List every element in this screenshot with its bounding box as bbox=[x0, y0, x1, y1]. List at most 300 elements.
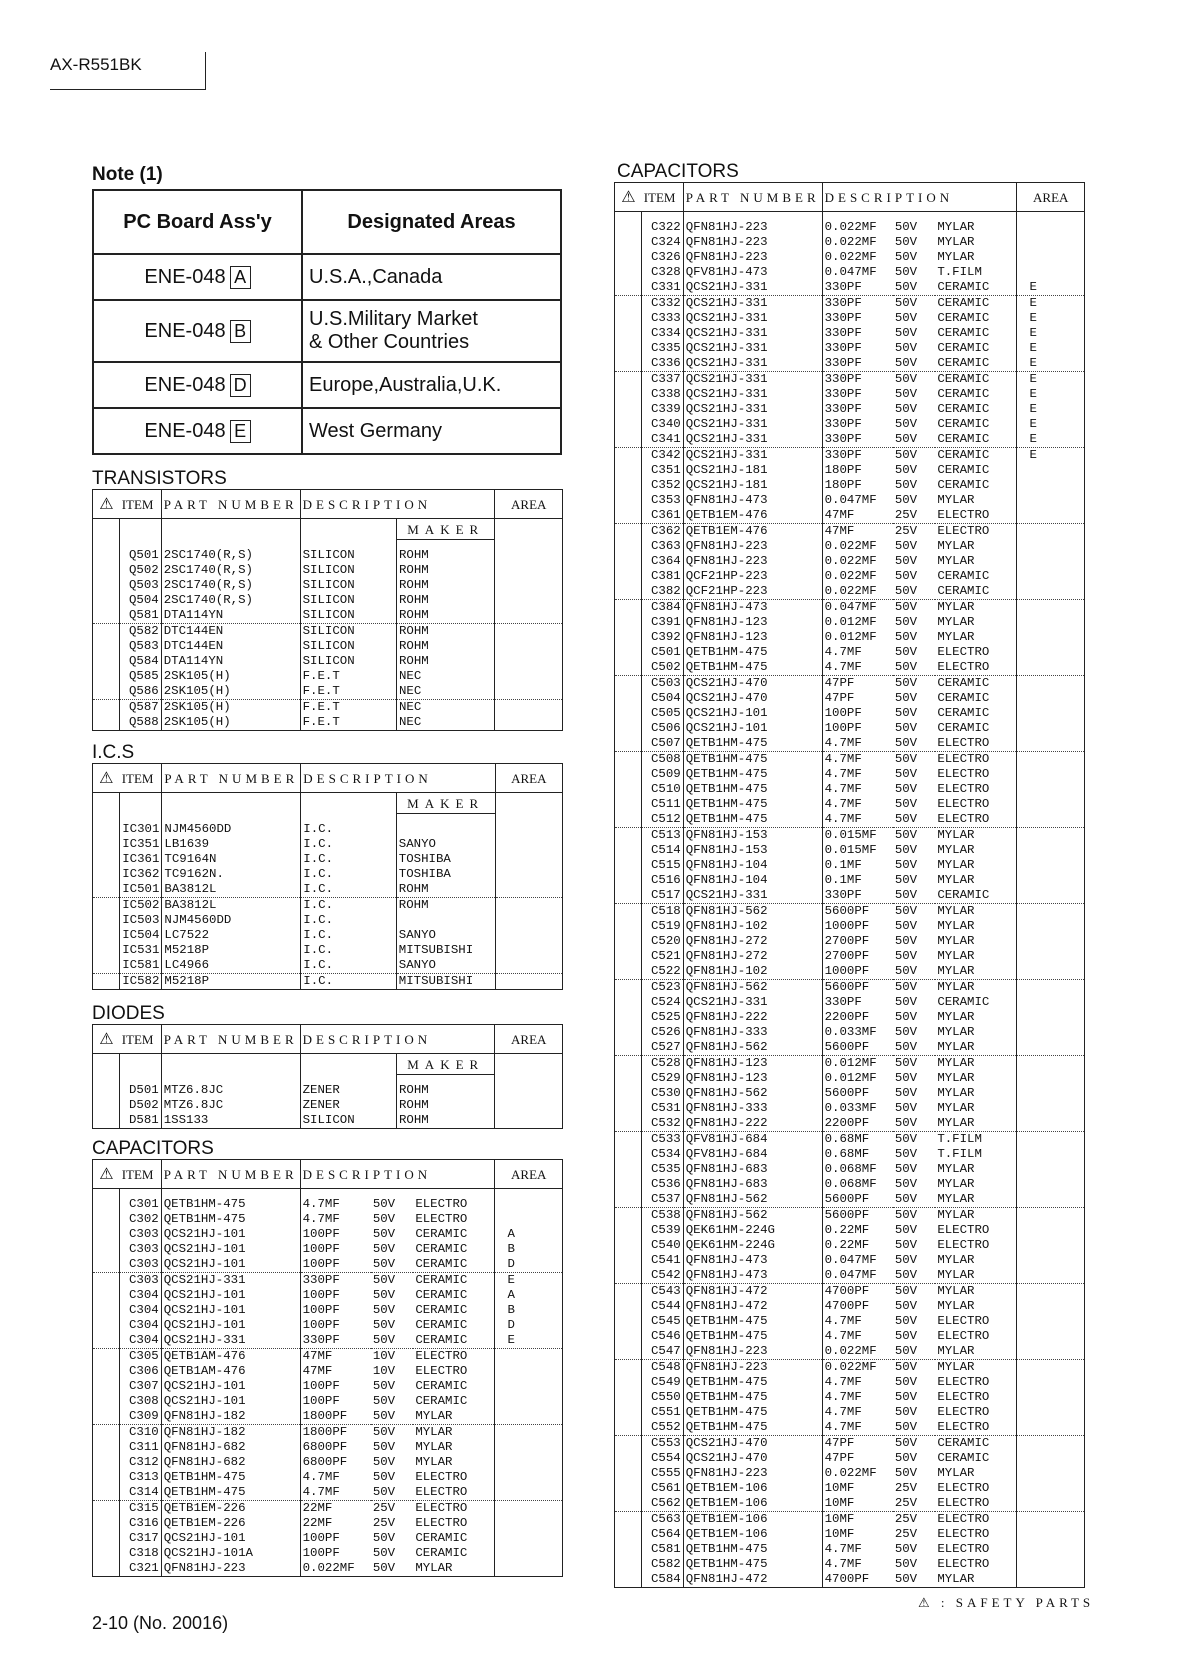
area-code bbox=[1017, 934, 1085, 949]
safety-cell bbox=[615, 235, 642, 250]
area-code bbox=[495, 1379, 563, 1394]
maker: NEC bbox=[397, 669, 495, 684]
area-cell bbox=[495, 793, 562, 814]
maker: MITSUBISHI bbox=[396, 974, 495, 990]
cap-type: ELECTRO bbox=[415, 1197, 468, 1211]
voltage: 50V bbox=[894, 797, 918, 811]
cap-type: CERAMIC bbox=[937, 706, 990, 720]
description: F.E.T bbox=[302, 669, 340, 683]
capacitance: 100PF bbox=[302, 1379, 340, 1393]
part-number: QFN81HJ-104 bbox=[683, 873, 822, 888]
capacitance: 0.047MF bbox=[824, 1253, 877, 1267]
cap-type: ELECTRO bbox=[415, 1516, 468, 1530]
capacitance: 0.022MF bbox=[824, 569, 877, 583]
part-number: QCS21HJ-101 bbox=[161, 1257, 300, 1273]
item-code: C334 bbox=[642, 326, 684, 341]
part-number: 2SK105(H) bbox=[161, 715, 300, 731]
safety-cell bbox=[615, 676, 642, 692]
voltage: 50V bbox=[894, 995, 918, 1009]
spacer-cell bbox=[1017, 212, 1085, 221]
item-code: C364 bbox=[642, 554, 684, 569]
area-code: E bbox=[1017, 402, 1085, 417]
capacitance: 5600PF bbox=[824, 980, 870, 994]
area-cell bbox=[495, 837, 562, 852]
voltage: 50V bbox=[372, 1303, 396, 1317]
capacitance: 1000PF bbox=[824, 919, 870, 933]
item-code: C514 bbox=[642, 843, 684, 858]
table-row bbox=[615, 1481, 1085, 1496]
capacitance: 100PF bbox=[302, 1288, 340, 1302]
safety-mark-icon: ⚠ bbox=[93, 764, 120, 793]
table-row bbox=[93, 1561, 563, 1577]
table-row bbox=[93, 1409, 563, 1425]
area-code bbox=[1017, 1223, 1085, 1238]
item-code: C562 bbox=[642, 1496, 684, 1512]
table-row bbox=[615, 736, 1085, 752]
maker: ROHM bbox=[397, 1083, 495, 1098]
capacitance: 5600PF bbox=[824, 904, 870, 918]
table-row bbox=[615, 1542, 1085, 1557]
table-row bbox=[615, 448, 1085, 464]
cap-type: ELECTRO bbox=[937, 1542, 990, 1556]
cap-type: ELECTRO bbox=[415, 1349, 468, 1363]
area-code bbox=[1017, 1329, 1085, 1344]
capacitance: 0.022MF bbox=[822, 584, 893, 600]
header-area: AREA bbox=[1017, 183, 1085, 212]
table-row bbox=[615, 1253, 1085, 1268]
table-row bbox=[93, 882, 563, 898]
capacitance: 0.015MF bbox=[824, 828, 877, 842]
cap-type: ELECTRO bbox=[937, 1527, 990, 1541]
area-code bbox=[1017, 904, 1085, 920]
area-cell bbox=[495, 578, 563, 593]
capacitance: 10MF bbox=[824, 1481, 855, 1495]
item-code: C303 bbox=[120, 1273, 162, 1289]
item-code: C561 bbox=[642, 1481, 684, 1496]
spacer-cell bbox=[397, 540, 495, 549]
item-code: C504 bbox=[642, 691, 684, 706]
area-code bbox=[1017, 1192, 1085, 1208]
voltage: 50V bbox=[894, 1375, 918, 1389]
voltage: 50V bbox=[894, 1223, 918, 1237]
table-row bbox=[615, 934, 1085, 949]
item-code: C538 bbox=[642, 1208, 684, 1224]
table-row bbox=[93, 1394, 563, 1409]
cap-type: MYLAR bbox=[937, 1101, 975, 1115]
item-code: C335 bbox=[642, 341, 684, 356]
safety-cell bbox=[615, 995, 642, 1010]
voltage: 50V bbox=[372, 1379, 396, 1393]
safety-cell bbox=[615, 569, 642, 584]
voltage: 50V bbox=[894, 1284, 918, 1298]
maker: NEC bbox=[397, 700, 495, 716]
cap-type: MYLAR bbox=[937, 1360, 975, 1374]
capacitance: 0.022MF bbox=[824, 235, 877, 249]
description: SILICON bbox=[302, 548, 355, 562]
part-number: M5218P bbox=[162, 943, 301, 958]
item-code: C338 bbox=[642, 387, 684, 402]
cap-type: MYLAR bbox=[937, 493, 975, 507]
description: SILICON bbox=[302, 593, 355, 607]
part-number: QFN81HJ-123 bbox=[683, 615, 822, 630]
capacitance: 0.047MF bbox=[824, 600, 877, 614]
area-code bbox=[1017, 1162, 1085, 1177]
capacitance: 330PF bbox=[824, 311, 862, 325]
capacitance: 4.7MF bbox=[824, 767, 862, 781]
item-code: C544 bbox=[642, 1299, 684, 1314]
area-cell bbox=[495, 639, 563, 654]
item-code: IC531 bbox=[120, 943, 162, 958]
part-number: QCS21HJ-101 bbox=[161, 1394, 300, 1409]
voltage: 50V bbox=[371, 1485, 414, 1501]
table-row bbox=[615, 508, 1085, 524]
voltage: 50V bbox=[371, 1409, 414, 1425]
safety-cell bbox=[615, 296, 642, 312]
item-code: C326 bbox=[642, 250, 684, 265]
description: I.C. bbox=[303, 822, 334, 836]
table-row bbox=[615, 326, 1085, 341]
header-item: ITEM bbox=[120, 764, 162, 793]
maker: ROHM bbox=[396, 882, 495, 898]
capacitance: 100PF bbox=[300, 1257, 371, 1273]
item-code: C507 bbox=[642, 736, 684, 752]
part-number: QFN81HJ-222 bbox=[683, 1010, 822, 1025]
item-code: C542 bbox=[642, 1268, 684, 1284]
table-row bbox=[615, 1010, 1085, 1025]
description: I.C. bbox=[303, 928, 334, 942]
capacitance: 47MF bbox=[822, 508, 893, 524]
area-cell bbox=[495, 958, 562, 974]
part-number: QETB1HM-475 bbox=[683, 1405, 822, 1420]
table-row bbox=[93, 1455, 563, 1470]
spacer-cell bbox=[413, 1189, 495, 1198]
part-number: QFN81HJ-223 bbox=[683, 554, 822, 569]
spacer-cell bbox=[93, 540, 120, 549]
safety-cell bbox=[615, 1192, 642, 1208]
cap-type: T.FILM bbox=[937, 265, 982, 279]
safety-cell bbox=[93, 1227, 120, 1242]
capacitance: 330PF bbox=[824, 995, 862, 1009]
capacitance: 100PF bbox=[302, 1242, 340, 1256]
item-code: C530 bbox=[642, 1086, 684, 1101]
capacitance: 4.7MF bbox=[302, 1470, 340, 1484]
area-code bbox=[1017, 691, 1085, 706]
part-number: QFN81HJ-562 bbox=[683, 980, 822, 996]
item-code: C304 bbox=[120, 1333, 162, 1349]
spacer-cell bbox=[935, 212, 1017, 221]
voltage: 50V bbox=[894, 1466, 918, 1480]
cap-type: MYLAR bbox=[413, 1561, 495, 1577]
table-row bbox=[615, 797, 1085, 812]
item-code: C541 bbox=[642, 1253, 684, 1268]
safety-cell bbox=[93, 974, 120, 990]
part-number: QETB1HM-475 bbox=[683, 736, 822, 752]
capacitance: 4.7MF bbox=[824, 1542, 862, 1556]
part-number: QETB1HM-475 bbox=[683, 1329, 822, 1344]
table-row bbox=[93, 669, 563, 684]
safety-cell bbox=[615, 326, 642, 341]
table-row bbox=[615, 1116, 1085, 1132]
voltage: 50V bbox=[894, 1314, 918, 1328]
voltage: 50V bbox=[894, 311, 918, 325]
cap-type: MYLAR bbox=[935, 1268, 1017, 1284]
safety-cell bbox=[615, 1572, 642, 1588]
note-board: ENE-048 B bbox=[93, 300, 302, 362]
voltage: 50V bbox=[894, 554, 918, 568]
part-number: QEK61HM-224G bbox=[683, 1223, 822, 1238]
table-row bbox=[93, 974, 563, 990]
capacitance: 10MF bbox=[824, 1527, 855, 1541]
voltage: 50V bbox=[893, 1116, 936, 1132]
safety-cell bbox=[615, 615, 642, 630]
safety-cell bbox=[93, 654, 120, 669]
area-code bbox=[1017, 1405, 1085, 1420]
capacitance: 6800PF bbox=[302, 1455, 348, 1469]
item-code: C336 bbox=[642, 356, 684, 372]
safety-cell bbox=[615, 980, 642, 996]
part-number: QETB1EM-106 bbox=[683, 1512, 822, 1528]
safety-mark-icon: ⚠ bbox=[93, 1160, 120, 1189]
table-row bbox=[615, 858, 1085, 873]
part-number: QFN81HJ-153 bbox=[683, 843, 822, 858]
cap-type: MYLAR bbox=[935, 1344, 1017, 1360]
capacitance: 330PF bbox=[822, 432, 893, 448]
item-code: C381 bbox=[642, 569, 684, 584]
item-code: Q581 bbox=[120, 608, 162, 624]
table-row bbox=[615, 706, 1085, 721]
area-code bbox=[1017, 1375, 1085, 1390]
page-footer: 2-10 (No. 20016) bbox=[92, 1613, 229, 1633]
table-row bbox=[615, 250, 1085, 265]
part-number: QCS21HJ-331 bbox=[161, 1273, 300, 1289]
voltage: 50V bbox=[894, 706, 918, 720]
table-row bbox=[615, 676, 1085, 692]
item-code: Q588 bbox=[120, 715, 162, 731]
area-code bbox=[495, 1455, 563, 1470]
cap-type: MYLAR bbox=[937, 1299, 975, 1313]
capacitance: 47PF bbox=[824, 1436, 855, 1450]
table-row bbox=[615, 1268, 1085, 1284]
capacitance: 1800PF bbox=[302, 1425, 348, 1439]
voltage: 50V bbox=[894, 949, 918, 963]
desc-cell bbox=[300, 519, 396, 540]
safety-cell bbox=[93, 624, 120, 640]
header-area: AREA bbox=[495, 1025, 563, 1054]
part-number: QCS21HJ-331 bbox=[683, 995, 822, 1010]
item-code: C339 bbox=[642, 402, 684, 417]
voltage: 50V bbox=[894, 478, 918, 492]
voltage: 50V bbox=[894, 1238, 918, 1252]
table-row bbox=[93, 1364, 563, 1379]
item-code: C564 bbox=[642, 1527, 684, 1542]
desc-cell bbox=[300, 1054, 396, 1075]
part-number: TC9162N. bbox=[162, 867, 301, 882]
item-code: Q503 bbox=[120, 578, 162, 593]
area-code: E bbox=[1017, 432, 1085, 448]
part-number: QFN81HJ-223 bbox=[161, 1561, 300, 1577]
table-row bbox=[93, 548, 563, 563]
area-code bbox=[495, 1349, 563, 1365]
cap-type: ELECTRO bbox=[935, 1420, 1017, 1436]
table-row bbox=[93, 837, 563, 852]
description: I.C. bbox=[303, 867, 334, 881]
safety-cell bbox=[93, 898, 120, 914]
part-number: DTA114YN bbox=[161, 608, 300, 624]
table-row bbox=[615, 691, 1085, 706]
spacer-cell bbox=[396, 814, 495, 823]
table-row bbox=[615, 1314, 1085, 1329]
part-number: QETB1HM-475 bbox=[683, 1314, 822, 1329]
safety-cell bbox=[93, 519, 120, 540]
safety-cell bbox=[93, 1440, 120, 1455]
area-code bbox=[495, 1425, 563, 1441]
voltage: 50V bbox=[894, 1071, 918, 1085]
area-code bbox=[1017, 1390, 1085, 1405]
safety-cell bbox=[615, 812, 642, 828]
capacitance: 47PF bbox=[824, 691, 855, 705]
area-code: E bbox=[495, 1333, 563, 1349]
table-row bbox=[93, 1318, 563, 1333]
item-code: C584 bbox=[642, 1572, 684, 1588]
voltage: 50V bbox=[893, 1420, 936, 1436]
description: F.E.T bbox=[302, 700, 340, 714]
voltage: 50V bbox=[372, 1546, 396, 1560]
cap-type: CERAMIC bbox=[415, 1318, 468, 1332]
part-number: QFV81HJ-684 bbox=[683, 1147, 822, 1162]
table-row bbox=[93, 608, 563, 624]
area-code bbox=[495, 1394, 563, 1409]
area-code bbox=[1017, 1481, 1085, 1496]
item-code: IC501 bbox=[120, 882, 162, 898]
part-number: QCS21HJ-101A bbox=[161, 1546, 300, 1561]
safety-cell bbox=[615, 554, 642, 569]
cap-type: CERAMIC bbox=[937, 417, 990, 431]
part-number: QETB1EM-226 bbox=[161, 1516, 300, 1531]
area-code: B bbox=[495, 1242, 563, 1257]
maker: ROHM bbox=[397, 1098, 495, 1113]
spacer-cell bbox=[161, 1075, 300, 1084]
voltage: 50V bbox=[372, 1197, 396, 1211]
area-code bbox=[1017, 676, 1085, 692]
capacitance: 47MF bbox=[302, 1349, 333, 1363]
capacitance: 330PF bbox=[824, 372, 862, 386]
part-number: QEK61HM-224G bbox=[683, 1238, 822, 1253]
cap-type: MYLAR bbox=[937, 873, 975, 887]
area-cell bbox=[495, 548, 563, 563]
part-number: QFN81HJ-182 bbox=[161, 1425, 300, 1441]
voltage: 50V bbox=[372, 1273, 396, 1287]
item-code: C539 bbox=[642, 1223, 684, 1238]
safety-cell bbox=[615, 311, 642, 326]
cap-type: CERAMIC bbox=[415, 1546, 468, 1560]
voltage: 50V bbox=[894, 752, 918, 766]
item-code: C304 bbox=[120, 1288, 162, 1303]
area-code bbox=[1017, 858, 1085, 873]
safety-cell bbox=[615, 356, 642, 372]
table-row bbox=[615, 1208, 1085, 1224]
part-number: QETB1HM-475 bbox=[683, 1375, 822, 1390]
part-number: QFN81HJ-123 bbox=[683, 1056, 822, 1072]
safety-cell bbox=[93, 793, 120, 814]
safety-cell bbox=[93, 1333, 120, 1349]
safety-cell bbox=[93, 1409, 120, 1425]
cap-type: MYLAR bbox=[937, 630, 975, 644]
capacitance: 10MF bbox=[822, 1496, 893, 1512]
part-number: QCS21HJ-181 bbox=[683, 478, 822, 493]
safety-cell bbox=[93, 1364, 120, 1379]
voltage: 50V bbox=[894, 463, 918, 477]
voltage: 25V bbox=[893, 508, 936, 524]
item-code: C524 bbox=[642, 995, 684, 1010]
voltage: 25V bbox=[893, 1496, 936, 1512]
safety-cell bbox=[615, 828, 642, 844]
table-row bbox=[615, 1177, 1085, 1192]
area-code bbox=[1017, 873, 1085, 888]
item-code: C503 bbox=[642, 676, 684, 692]
part-number: QFN81HJ-223 bbox=[683, 1360, 822, 1376]
voltage: 50V bbox=[894, 1542, 918, 1556]
safety-cell bbox=[615, 600, 642, 616]
safety-cell bbox=[615, 341, 642, 356]
safety-cell bbox=[615, 1542, 642, 1557]
description: I.C. bbox=[303, 898, 334, 912]
safety-cell bbox=[615, 1512, 642, 1528]
item-code: C331 bbox=[642, 280, 684, 296]
capacitance: 4.7MF bbox=[824, 1375, 862, 1389]
cap-type: MYLAR bbox=[935, 1572, 1017, 1588]
voltage: 50V bbox=[894, 387, 918, 401]
item-code: C512 bbox=[642, 812, 684, 828]
table-row bbox=[93, 852, 563, 867]
part-number: QCS21HJ-101 bbox=[161, 1379, 300, 1394]
capacitance: 0.012MF bbox=[824, 1056, 877, 1070]
item-code: C526 bbox=[642, 1025, 684, 1040]
safety-cell bbox=[615, 1284, 642, 1300]
spacer-cell bbox=[93, 1189, 120, 1198]
capacitance: 1000PF bbox=[822, 964, 893, 980]
cap-type: MYLAR bbox=[935, 1116, 1017, 1132]
area-code bbox=[1017, 1071, 1085, 1086]
item-cell bbox=[120, 519, 162, 540]
maker: SANYO bbox=[396, 958, 495, 974]
table-row bbox=[93, 1470, 563, 1485]
part-number: QCS21HJ-331 bbox=[683, 432, 822, 448]
voltage: 50V bbox=[894, 691, 918, 705]
area-code bbox=[1017, 736, 1085, 752]
table-row bbox=[615, 752, 1085, 768]
cap-type: MYLAR bbox=[937, 1253, 975, 1267]
description: I.C. bbox=[301, 958, 397, 974]
safety-cell bbox=[93, 943, 120, 958]
part-number: QFN81HJ-222 bbox=[683, 1116, 822, 1132]
capacitance: 5600PF bbox=[822, 1040, 893, 1056]
table-row bbox=[615, 660, 1085, 676]
area-code bbox=[1017, 220, 1085, 235]
table-row bbox=[615, 220, 1085, 235]
voltage: 50V bbox=[893, 1572, 936, 1588]
part-number: QETB1EM-226 bbox=[161, 1501, 300, 1517]
safety-cell bbox=[615, 539, 642, 554]
note-board: ENE-048 A bbox=[93, 254, 302, 300]
safety-cell bbox=[93, 593, 120, 608]
part-number: QFN81HJ-223 bbox=[683, 250, 822, 265]
item-code: C392 bbox=[642, 630, 684, 645]
safety-cell bbox=[93, 822, 120, 837]
header-item: ITEM bbox=[120, 1160, 162, 1189]
area-code-box: A bbox=[230, 266, 251, 289]
item-code: C362 bbox=[642, 524, 684, 540]
voltage: 25V bbox=[894, 1481, 918, 1495]
